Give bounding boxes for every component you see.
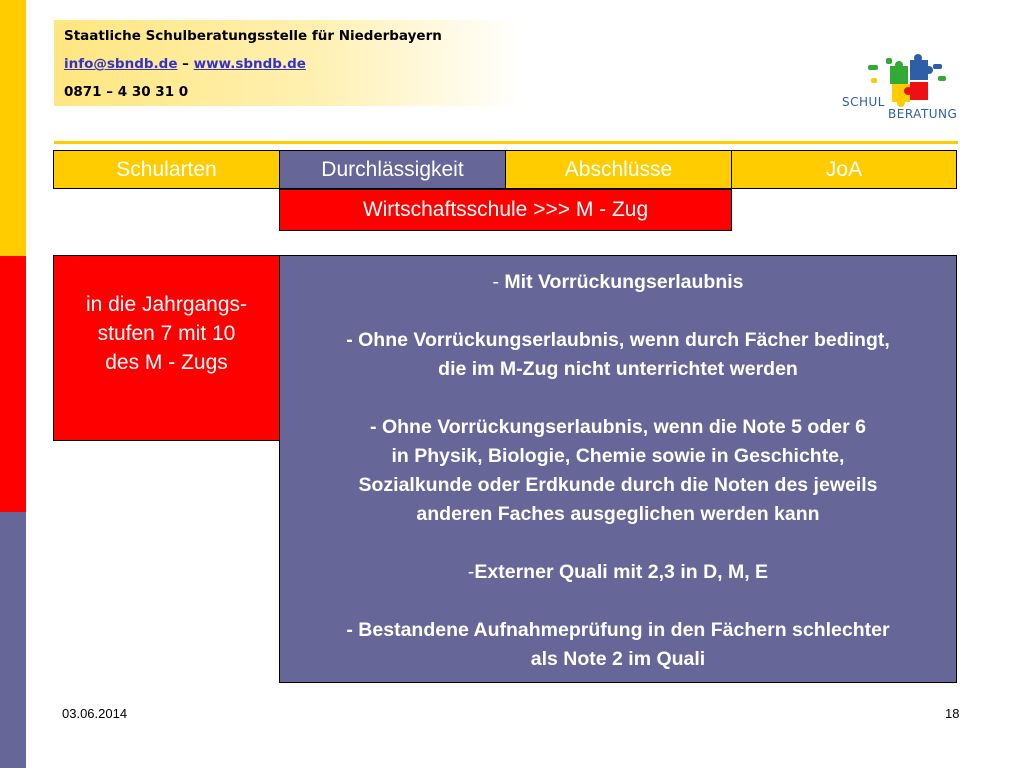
condition-item-3-line: anderen Faches ausgeglichen werden kann bbox=[416, 503, 820, 525]
condition-item-2-line: - Ohne Vorrückungserlaubnis, wenn durch Fächer bedingt, bbox=[346, 329, 890, 351]
condition-item-2-line: die im M-Zug nicht unterrichtet werden bbox=[438, 358, 798, 380]
contact-line bbox=[64, 56, 306, 72]
header-box bbox=[54, 20, 522, 106]
condition-text: Mit Vorrückungserlaubnis bbox=[504, 271, 744, 293]
tab-abschluesse[interactable]: Abschlüsse bbox=[505, 150, 732, 189]
grade-levels-line: in die Jahrgangs- bbox=[85, 293, 248, 316]
tab-joa[interactable]: JoA bbox=[731, 150, 957, 189]
header-divider bbox=[54, 141, 958, 144]
condition-item-3-line: Sozialkunde oder Erdkunde durch die Noten des jeweils bbox=[358, 474, 878, 496]
page-number: 18 bbox=[945, 706, 960, 721]
tab-durchlaessigkeit[interactable]: Durchlässigkeit bbox=[279, 150, 506, 189]
contact-separator: – bbox=[177, 56, 194, 72]
phone-number: 0871 – 4 30 31 0 bbox=[64, 84, 189, 100]
grade-levels-line: stufen 7 mit 10 bbox=[97, 322, 236, 345]
subtitle-wirtschaftsschule: Wirtschaftsschule >>> M - Zug bbox=[279, 189, 732, 231]
website-link[interactable]: www.sbndb.de bbox=[193, 56, 306, 72]
sidebar-strip-yellow bbox=[0, 0, 26, 256]
condition-dash: - bbox=[492, 271, 505, 293]
condition-text: Externer Quali mit 2,3 in D, M, E bbox=[474, 561, 769, 583]
condition-item-3-line: - Ohne Vorrückungserlaubnis, wenn die Note 5 oder 6 bbox=[370, 416, 866, 438]
condition-item-4 bbox=[280, 558, 956, 587]
org-name: Staatliche Schulberatungsstelle für Niederbayern bbox=[64, 28, 442, 44]
logo-text-schul: SCHUL bbox=[842, 95, 885, 109]
condition-item-5-line: als Note 2 im Quali bbox=[530, 648, 706, 670]
sidebar-strip-red bbox=[0, 256, 26, 512]
sidebar-strip-purple bbox=[0, 512, 26, 768]
condition-item-3-line: in Physik, Biologie, Chemie sowie in Geschichte, bbox=[391, 445, 845, 467]
footer-date: 03.06.2014 bbox=[62, 706, 128, 721]
tab-schularten[interactable]: Schularten bbox=[53, 150, 280, 189]
condition-item-5-line: - Bestandene Aufnahmeprüfung in den Fächern schlechter bbox=[346, 619, 890, 641]
condition-item-1 bbox=[280, 268, 956, 297]
logo-text-beratung: BERATUNG bbox=[888, 107, 958, 121]
conditions-box bbox=[279, 255, 957, 683]
logo bbox=[838, 48, 962, 124]
condition-dash: - bbox=[467, 561, 475, 583]
grade-levels-line: des M - Zugs bbox=[105, 351, 228, 374]
grade-levels-box bbox=[53, 255, 280, 441]
email-link[interactable]: info@sbndb.de bbox=[64, 56, 178, 72]
